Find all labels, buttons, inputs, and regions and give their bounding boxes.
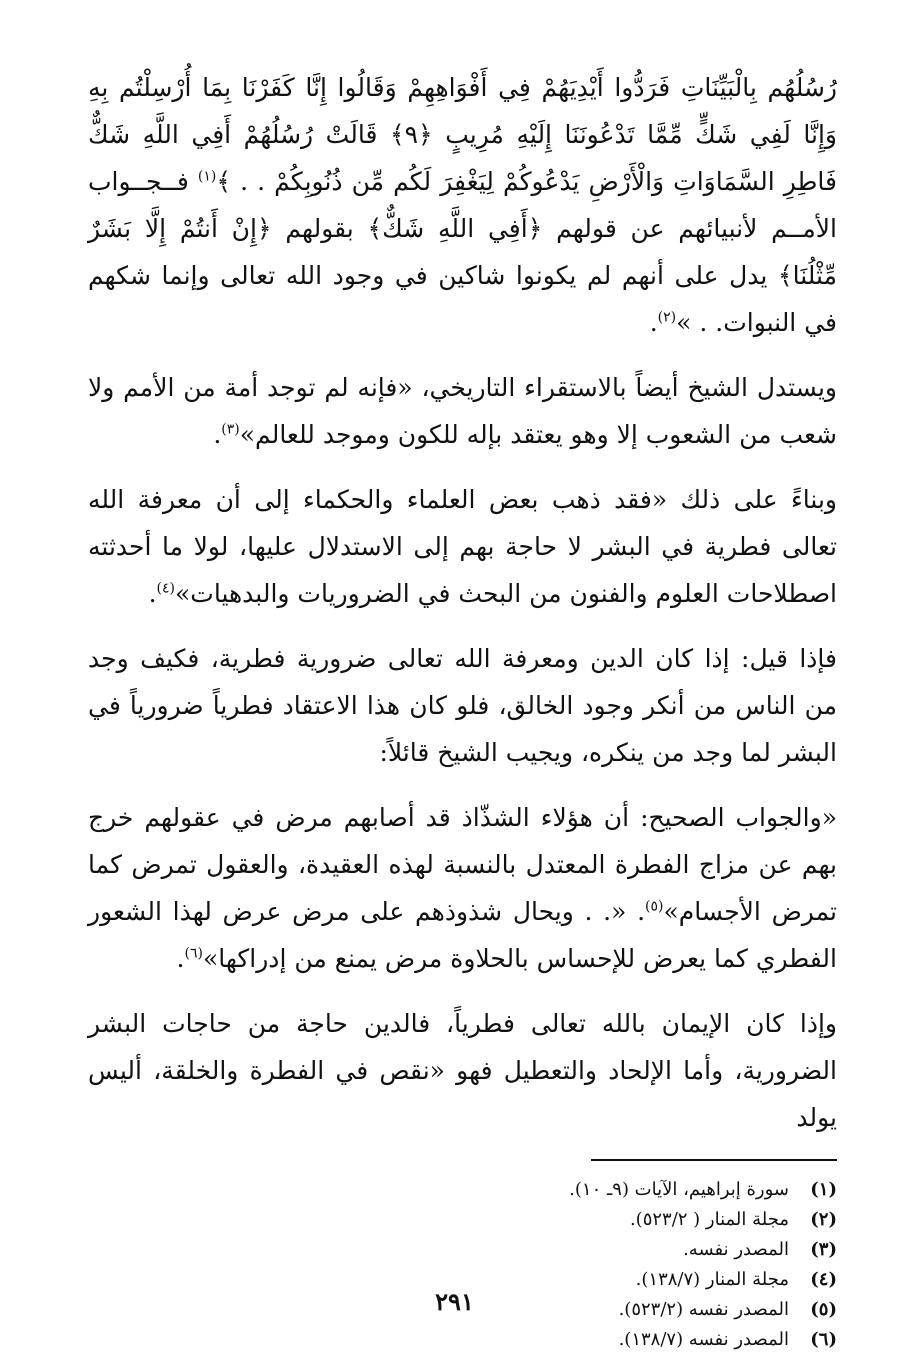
footnote-ref-3: (٣)	[221, 421, 240, 438]
footnote-number: (٥)	[810, 1299, 837, 1320]
footnote-ref-6: (٦)	[184, 945, 203, 962]
paragraph-text: رُسُلُهُم بِالْبَيِّنَاتِ فَرَدُّوا أَيْدِيَهُمْ فِي أَفْوَاهِهِمْ وَقَالُوا إِنَّا كَفَرْنَا بِمَا أُرْسِلْتُم بِهِ وَإِنَّا لَفِي شَكٍّ مِّمَّا تَدْعُونَنَا إِلَيْهِ مُرِيبٍ ﴿٩﴾ قَالَتْ رُسُلُهُمْ أَفِي اللَّهِ شَكٌّ فَاطِرِ السَّمَاوَاتِ وَالْأَرْضِ يَدْعُوكُمْ لِيَغْفِرَ لَكُم مِّن ذُنُوبِكُمْ . . ﴾	[88, 73, 838, 196]
body-text	[88, 64, 837, 1141]
footnote-text: مجلة المنار ( ٥٢٣/٢).	[629, 1209, 789, 1230]
footnote-separator	[591, 1159, 837, 1161]
footnote-number: (٣)	[810, 1239, 837, 1260]
paragraph-end: .	[649, 308, 658, 337]
page-number: ٢٩١	[435, 1287, 474, 1316]
paragraph-objection	[88, 635, 837, 776]
paragraph-answer	[88, 794, 837, 982]
footnote-text: المصدر نفسه (١٣٨/٧).	[618, 1329, 789, 1350]
footnote-text: المصدر نفسه (٥٢٣/٢).	[618, 1299, 789, 1320]
paragraph-text: وإذا كان الإيمان بالله تعالى فطرياً، فالدين حاجة من حاجات البشر الضرورية، وأما الإلحاد والتعطيل فهو «نقص في الفطرة والخلقة، أليس يولد	[88, 1009, 837, 1132]
footnote-item	[88, 1325, 837, 1355]
footnote-number: (٦)	[810, 1329, 837, 1350]
paragraph-text: «والجواب الصحيح: أن هؤلاء الشذّاذ قد أصابهم مرض في عقولهم خرج بهم عن مزاج الفطرة المعتدل بالنسبة لهذه العقيدة، والعقول تمرض كما تمرض الأجسام»	[88, 803, 838, 926]
paragraph-quran-citation	[88, 64, 837, 346]
footnote-ref-2: (٢)	[657, 309, 677, 326]
footnote-number: (٤)	[810, 1269, 837, 1290]
footnote-item	[88, 1175, 837, 1205]
paragraph-end: .	[148, 579, 157, 608]
footnote-text: المصدر نفسه.	[683, 1239, 789, 1260]
paragraph-text: فإذا قيل: إذا كان الدين ومعرفة الله تعالى ضرورية فطرية، فكيف وجد من الناس من أنكر وجود الخالق، فلو كان هذا الاعتقاد فطرياً ضرورياً في البشر لما وجد من ينكره، ويجيب الشيخ قائلاً:	[88, 644, 837, 767]
paragraph-text: وبناءً على ذلك «فقد ذهب بعض العلماء والحكماء إلى أن معرفة الله تعالى فطرية في البشر لا حاجة بهم إلى الاستدلال عليها، لولا ما أحدثته اصطلاحات العلوم والفنون من البحث في الضروريات والبدهيات»	[88, 485, 837, 608]
footnote-text: مجلة المنار (١٣٨/٧).	[635, 1269, 789, 1290]
paragraph-text-continued: . «. . ويحال شذوذهم على مرض عرض لهذا الشعور الفطري كما يعرض للإحساس بالحلاوة مرض يمنع من إدراكها»	[88, 897, 837, 973]
footnote-ref-1: (١)	[197, 168, 217, 185]
paragraph-text: ويستدل الشيخ أيضاً بالاستقراء التاريخي، «فإنه لم توجد أمة من الأمم ولا شعب من الشعوب إلا وهو يعتقد بإله للكون وموجد للعالم»	[88, 373, 837, 449]
footnote-ref-5: (٥)	[645, 898, 664, 915]
footnote-text: سورة إبراهيم، الآيات (٩ـ ١٠).	[569, 1179, 789, 1200]
paragraph-faith-need	[88, 1000, 837, 1141]
footnote-item	[88, 1205, 837, 1235]
footnote-number: (٢)	[810, 1209, 837, 1230]
paragraph-end: .	[213, 420, 222, 449]
footnotes	[88, 1175, 837, 1355]
paragraph-historical-induction	[88, 364, 837, 458]
footnote-ref-4: (٤)	[156, 580, 175, 597]
paragraph-innate-knowledge	[88, 476, 837, 617]
footnote-number: (١)	[810, 1179, 837, 1200]
paragraph-text-continued: فــجــواب الأمــم لأنبيائهم عن قولهم ﴿أَفِي اللَّهِ شَكٌّ﴾ بقولهم ﴿إِنْ أَنتُمْ إِلَّا بَشَرٌ مِّثْلُنَا﴾ يدل على أنهم لم يكونوا شاكين في وجود الله تعالى وإنما شكهم في النبوات. . »	[88, 167, 837, 337]
document-page	[88, 64, 838, 1350]
paragraph-end: .	[176, 944, 185, 973]
footnote-item	[88, 1235, 837, 1265]
